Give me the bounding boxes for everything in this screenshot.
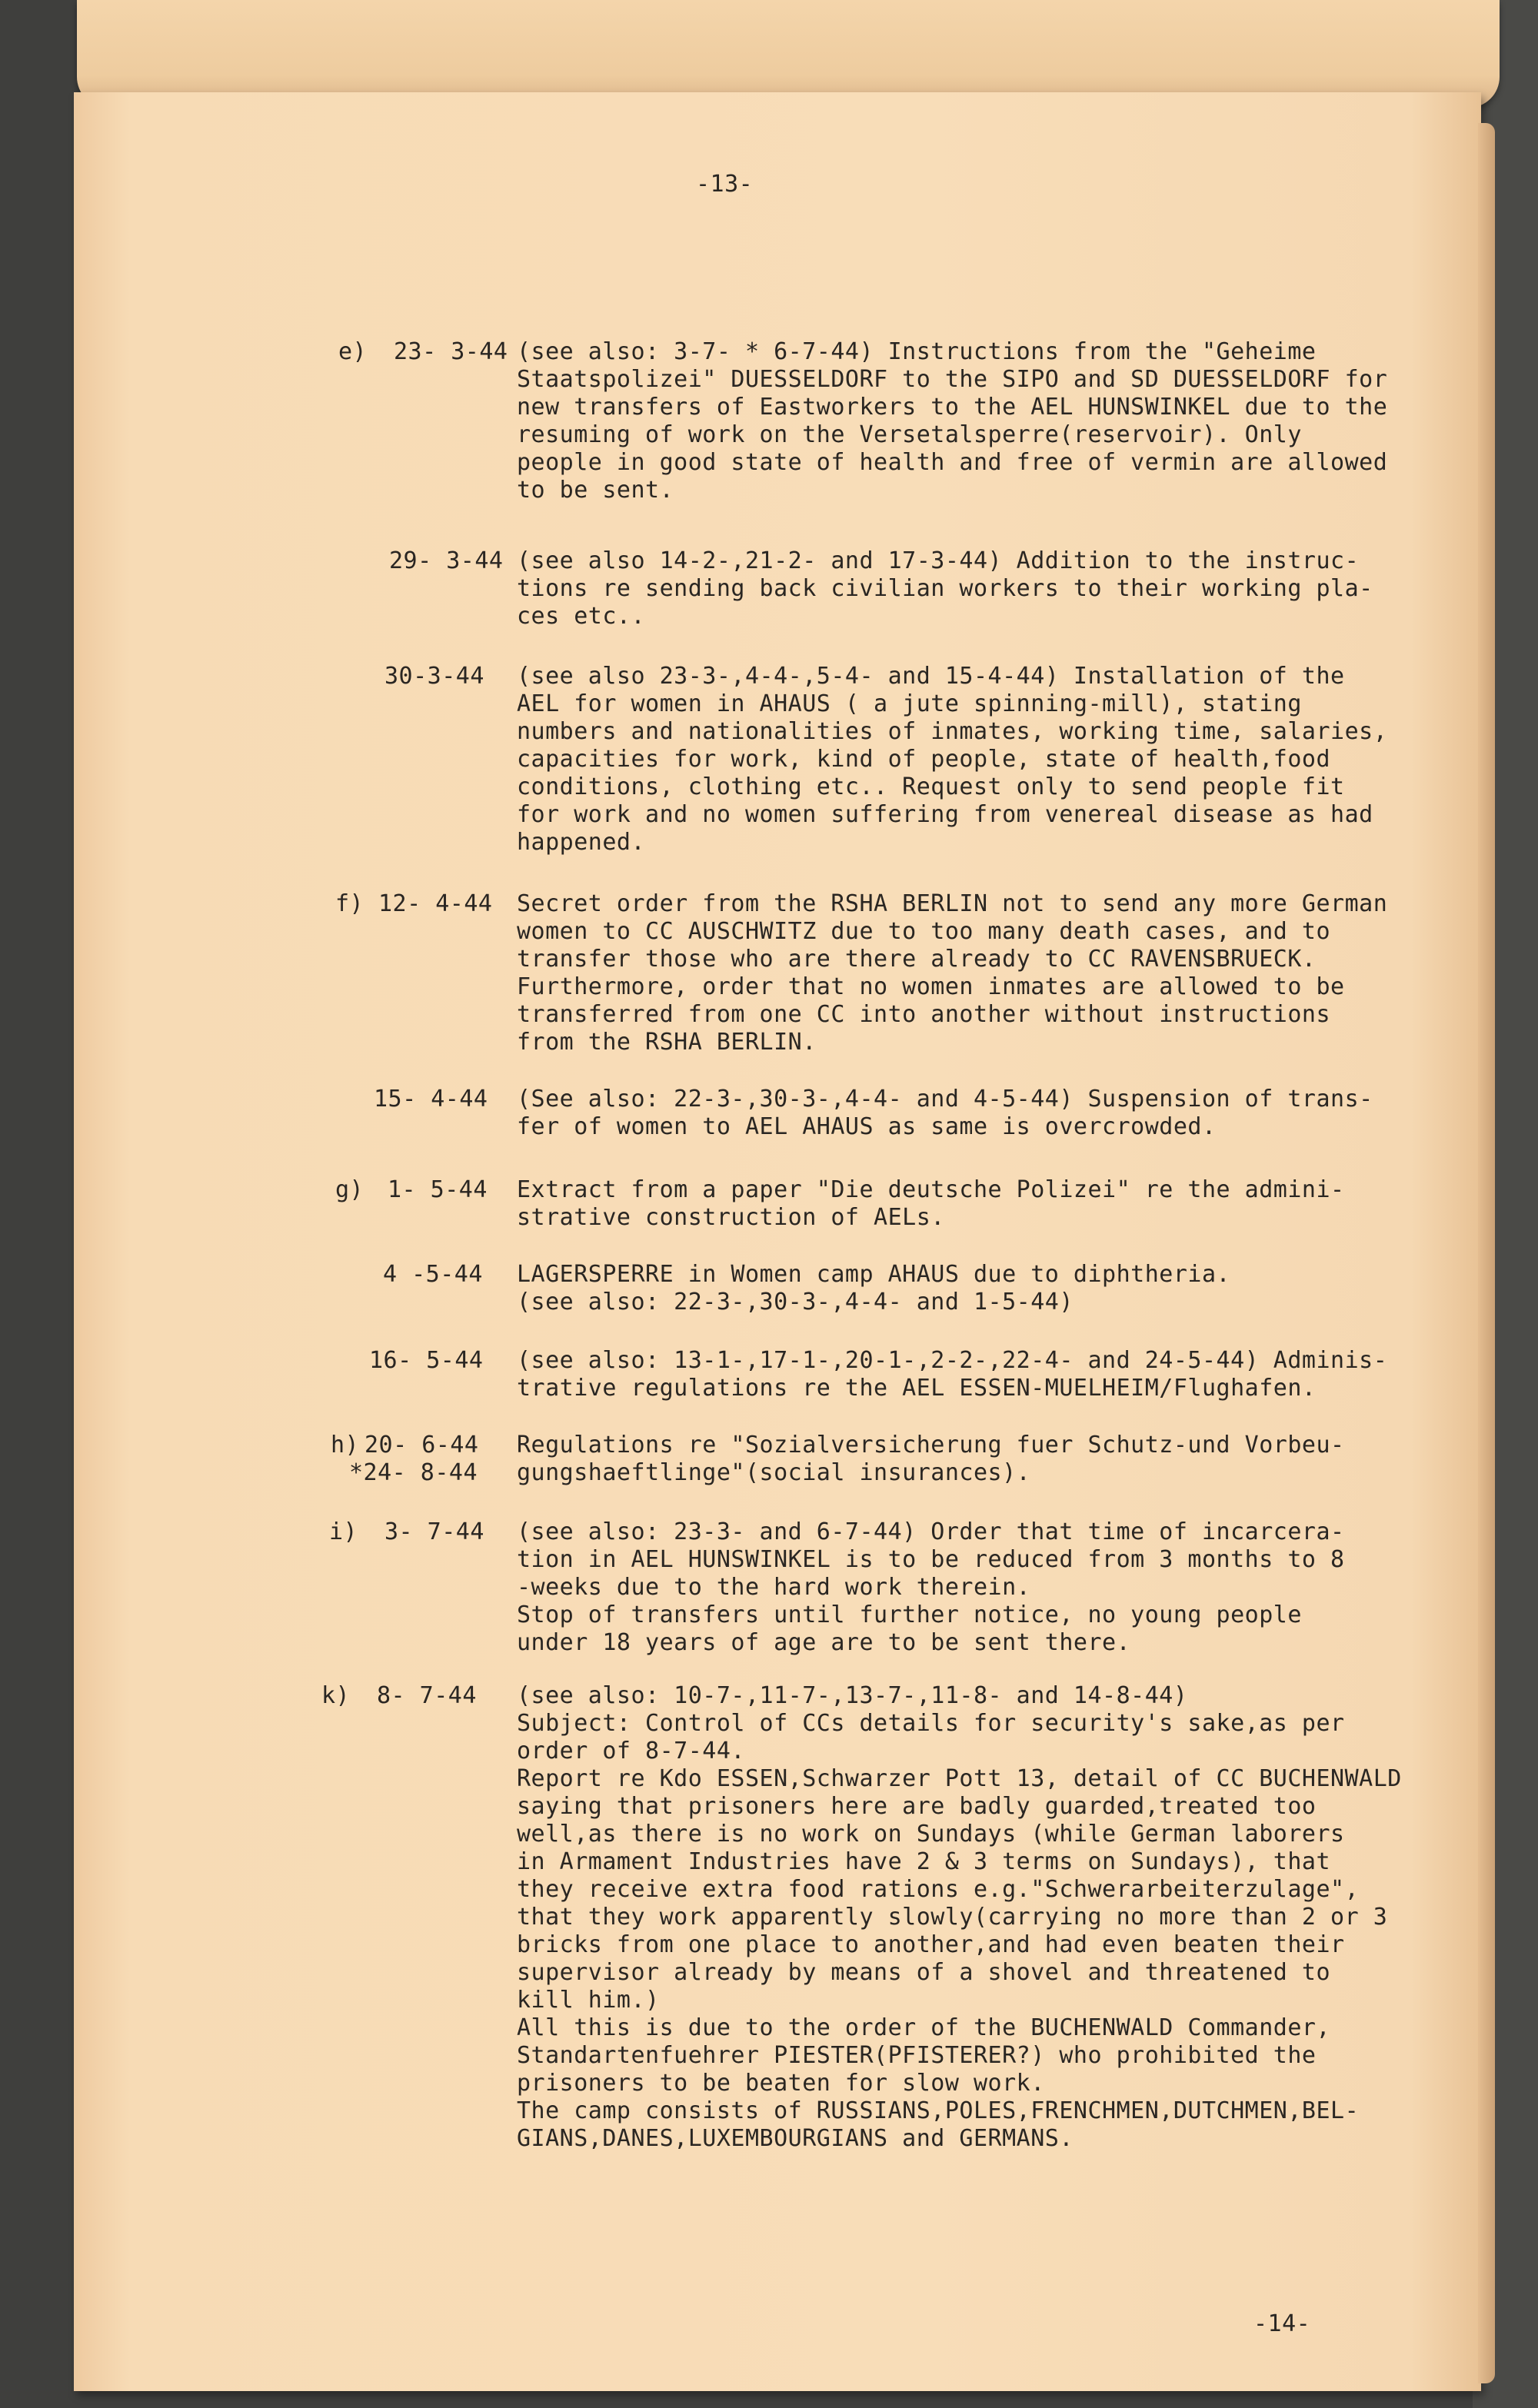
entry-date: 29- 3-44: [389, 547, 504, 574]
entry-body: [517, 1347, 1463, 1402]
entry-line: trative regulations re the AEL ESSEN-MUELHEIM/Flughafen.: [517, 1375, 1317, 1402]
entry-line: Standartenfuehrer PIESTER(PFISTERER?) who prohibited the: [517, 2042, 1317, 2069]
entry-line: in Armament Industries have 2 & 3 terms on Sundays), that: [517, 1848, 1331, 1875]
entry-line: new transfers of Eastworkers to the AEL HUNSWINKEL due to the: [517, 394, 1388, 421]
entry-date: 4 -5-44: [383, 1261, 483, 1288]
page-edge: [1478, 123, 1495, 2383]
entry-label: i): [329, 1518, 358, 1545]
entry-line: fer of women to AEL AHAUS as same is overcrowded.: [517, 1113, 1217, 1140]
entry-line: gungshaeftlinge"(social insurances).: [517, 1459, 1031, 1486]
entry-label: h): [331, 1432, 360, 1458]
entry-line: strative construction of AELs.: [517, 1204, 945, 1231]
entry-line: order of 8-7-44.: [517, 1738, 745, 1764]
entry-date: 16- 5-44: [369, 1347, 484, 1374]
entry-line: The camp consists of RUSSIANS,POLES,FRENCHMEN,DUTCHMEN,BEL-: [517, 2097, 1360, 2124]
entry-date: 20- 6-44: [365, 1432, 479, 1458]
entry-line: Regulations re "Sozialversicherung fuer Schutz-und Vorbeu-: [517, 1432, 1345, 1458]
entry-line: (see also: 3-7- * 6-7-44) Instructions from the "Geheime: [517, 338, 1317, 365]
entry-line: Extract from a paper "Die deutsche Polizei" re the admini-: [517, 1176, 1345, 1203]
next-page-number: -14-: [1253, 2310, 1311, 2337]
entry-line: (see also: 10-7-,11-7-,13-7-,11-8- and 14-8-44): [517, 1682, 1188, 1709]
entry-line: GIANS,DANES,LUXEMBOURGIANS and GERMANS.: [517, 2125, 1074, 2152]
entry-line: LAGERSPERRE in Women camp AHAUS due to diphtheria.: [517, 1261, 1231, 1288]
entry-line: Staatspolizei" DUESSELDORF to the SIPO and SD DUESSELDORF for: [517, 366, 1388, 393]
entry-line: saying that prisoners here are badly guarded,treated too: [517, 1793, 1317, 1820]
entry-line: (see also: 23-3- and 6-7-44) Order that time of incarcera-: [517, 1518, 1345, 1545]
entry-line: numbers and nationalities of inmates, working time, salaries,: [517, 718, 1388, 745]
entry-body: [517, 890, 1463, 1056]
entry-line: women to CC AUSCHWITZ due to too many death cases, and to: [517, 918, 1331, 945]
entry-label: k): [321, 1682, 351, 1709]
entry-line: for work and no women suffering from venereal disease as had: [517, 801, 1373, 828]
entry-line: prisoners to be beaten for slow work.: [517, 2070, 1045, 2097]
entry-line: ces etc..: [517, 603, 646, 630]
entry-line: capacities for work, kind of people, state of health,food: [517, 746, 1331, 773]
entry-line: bricks from one place to another,and had even beaten their: [517, 1931, 1345, 1958]
entry-line: transfer those who are there already to CC RAVENSBRUECK.: [517, 946, 1317, 973]
entry-line: well,as there is no work on Sundays (while German laborers: [517, 1821, 1345, 1848]
entry-date: 23- 3-44: [394, 338, 508, 365]
entry-body: [517, 1518, 1463, 1657]
entry-body: [517, 1176, 1463, 1232]
entry-body: [517, 1261, 1463, 1316]
entry-line: Stop of transfers until further notice, no young people: [517, 1601, 1302, 1628]
entry-line: transferred from one CC into another without instructions: [517, 1001, 1331, 1028]
entry-label: e): [338, 338, 368, 365]
entry-line: (See also: 22-3-,30-3-,4-4- and 4-5-44) Suspension of trans-: [517, 1086, 1373, 1113]
entry-line: Subject: Control of CCs details for security's sake,as per: [517, 1710, 1345, 1737]
entry-date: 3- 7-44: [384, 1518, 484, 1545]
entry-line: Secret order from the RSHA BERLIN not to send any more German: [517, 890, 1388, 917]
entry-date: 1- 5-44: [388, 1176, 488, 1203]
page-number: -13-: [696, 171, 754, 198]
entry-body: [517, 663, 1463, 856]
entry-line: supervisor already by means of a shovel and threatened to: [517, 1959, 1331, 1986]
entry-line: (see also: 13-1-,17-1-,20-1-,2-2-,22-4- and 24-5-44) Adminis-: [517, 1347, 1388, 1374]
entry-line: they receive extra food rations e.g."Schwerarbeiterzulage",: [517, 1876, 1360, 1903]
entry-line: AEL for women in AHAUS ( a jute spinning-mill), stating: [517, 690, 1302, 717]
entry-body: [517, 547, 1463, 630]
entry-date: 15- 4-44: [374, 1086, 488, 1113]
entry-line: (see also 23-3-,4-4-,5-4- and 15-4-44) Installation of the: [517, 663, 1345, 690]
entry-line: Furthermore, order that no women inmates are allowed to be: [517, 973, 1345, 1000]
entry-body: [517, 1086, 1463, 1141]
entry-line: tions re sending back civilian workers to their working pla-: [517, 575, 1373, 602]
binding-top: [77, 0, 1500, 108]
entry-line: kill him.): [517, 1987, 660, 2014]
entry-line: under 18 years of age are to be sent there.: [517, 1629, 1131, 1656]
entry-line: to be sent.: [517, 477, 674, 504]
entry-date: 8- 7-44: [377, 1682, 477, 1709]
entry-body: [517, 1682, 1463, 2153]
entry-line: people in good state of health and free of vermin are allowed: [517, 449, 1388, 476]
entry-label: g): [335, 1176, 365, 1203]
entry-line: (see also 14-2-,21-2- and 17-3-44) Addition to the instruc-: [517, 547, 1360, 574]
entry-line: -weeks due to the hard work therein.: [517, 1574, 1031, 1601]
entry-line: that they work apparently slowly(carrying no more than 2 or 3: [517, 1904, 1388, 1931]
entry-line: happened.: [517, 829, 646, 856]
entry-body: [517, 338, 1463, 504]
entry-line: (see also: 22-3-,30-3-,4-4- and 1-5-44): [517, 1289, 1074, 1315]
entry-line: resuming of work on the Versetalsperre(reservoir). Only: [517, 421, 1302, 448]
entry-label: f): [335, 890, 365, 917]
entry-line: All this is due to the order of the BUCHENWALD Commander,: [517, 2014, 1331, 2041]
entry-date-secondary: *24- 8-44: [349, 1459, 478, 1486]
entry-body: [517, 1432, 1463, 1487]
entry-line: Report re Kdo ESSEN,Schwarzer Pott 13, detail of CC BUCHENWALD: [517, 1765, 1402, 1792]
entry-line: tion in AEL HUNSWINKEL is to be reduced from 3 months to 8: [517, 1546, 1345, 1573]
entry-date: 30-3-44: [384, 663, 484, 690]
entry-line: from the RSHA BERLIN.: [517, 1029, 817, 1056]
entry-line: conditions, clothing etc.. Request only to send people fit: [517, 773, 1345, 800]
entry-date: 12- 4-44: [378, 890, 493, 917]
